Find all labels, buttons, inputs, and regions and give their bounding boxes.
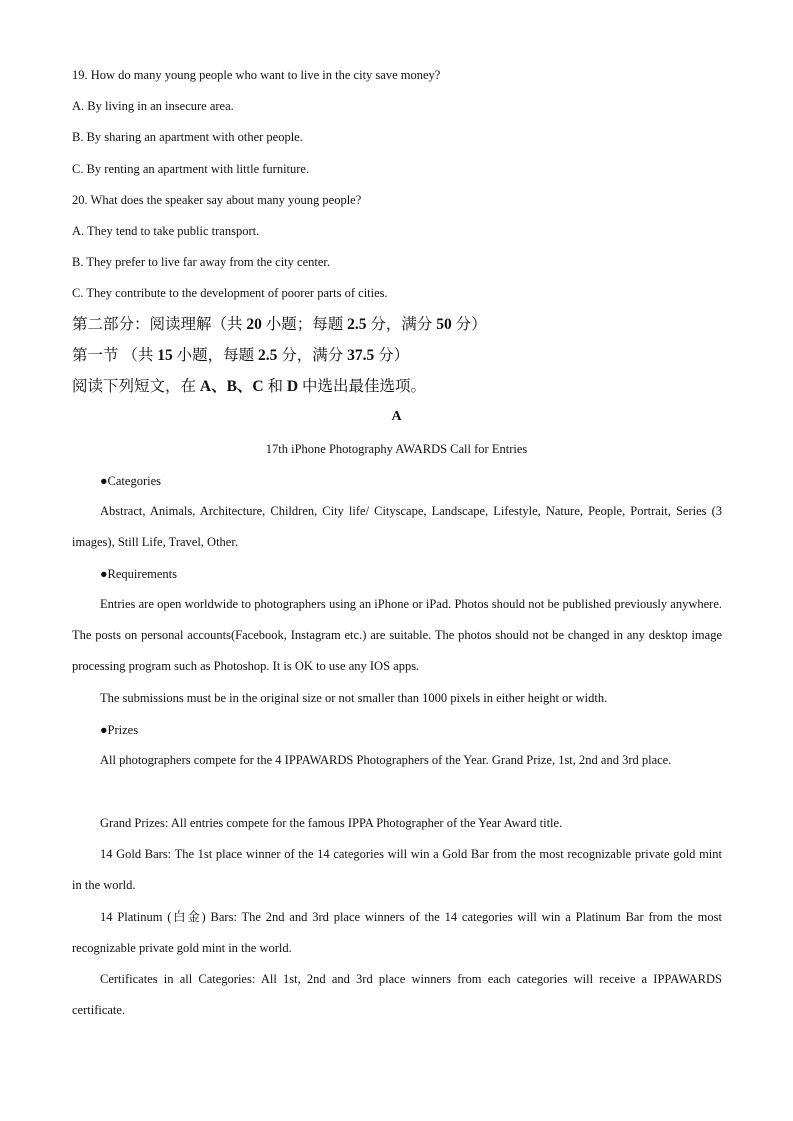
categories-heading: ●Categories — [100, 474, 162, 488]
passage-title: 17th iPhone Photography AWARDS Call for Entries — [265, 442, 528, 456]
question-20-option-b: B. They prefer to live far away from the city center. — [72, 255, 330, 269]
prizes-paragraph-5: Certificates in all Categories: All 1st, 2nd and 3rd place winners from each categories will receive a IPPAWARDS certificate. — [72, 972, 722, 1018]
question-19-stem: 19. How do many young people who want to live in the city save money? — [72, 68, 441, 82]
question-19-option-c: C. By renting an apartment with little furniture. — [72, 162, 310, 176]
section-heading: 第二部分：阅读理解（共 20 小题；每题 2.5 分，满分 50 分） — [72, 316, 487, 333]
subsection-heading: 第一节 （共 15 小题，每题 2.5 分，满分 37.5 分） — [72, 347, 410, 364]
question-20-option-a: A. They tend to take public transport. — [72, 224, 260, 238]
prizes-paragraph-1: All photographers compete for the 4 IPPAWARDS Photographers of the Year. Grand Prize, 1st, 2nd and 3rd place. — [100, 753, 672, 767]
question-20-option-c: C. They contribute to the development of poorer parts of cities. — [72, 286, 388, 300]
categories-paragraph: Abstract, Animals, Architecture, Children, City life/ Cityscape, Landscape, Lifestyle, Nature, People, Portrait, Series (3 images), Still Life, Travel, Other. — [72, 504, 722, 550]
prizes-paragraph-2: Grand Prizes: All entries compete for the famous IPPA Photographer of the Year Award title. — [100, 816, 563, 830]
question-19-option-a: A. By living in an insecure area. — [72, 99, 234, 113]
requirements-heading: ●Requirements — [100, 567, 177, 581]
instructions: 阅读下列短文，在 A、B、C 和 D 中选出最佳选项。 — [72, 378, 426, 395]
prizes-paragraph-3: 14 Gold Bars: The 1st place winner of the 14 categories will win a Gold Bar from the most recognizable private gold mint in the world. — [72, 847, 722, 893]
passage-letter: A — [391, 409, 402, 424]
prizes-paragraph-4: 14 Platinum (白金) Bars: The 2nd and 3rd place winners of the 14 categories will win a Platinum Bar from the most recognizable private gold mint in the world. — [72, 910, 722, 956]
question-19-option-b: B. By sharing an apartment with other people. — [72, 130, 303, 144]
question-20-stem: 20. What does the speaker say about many young people? — [72, 193, 362, 207]
prizes-heading: ●Prizes — [100, 723, 139, 737]
requirements-paragraph-1: Entries are open worldwide to photographers using an iPhone or iPad. Photos should not be published previously anywhere. The posts on personal accounts(Facebook, Instagram etc.) are suitable. The photos should not be changed in any desktop image processing program such as Photoshop. It is OK to use any IOS apps. — [72, 597, 722, 674]
requirements-paragraph-2: The submissions must be in the original size or not smaller than 1000 pixels in either height or width. — [100, 691, 608, 705]
